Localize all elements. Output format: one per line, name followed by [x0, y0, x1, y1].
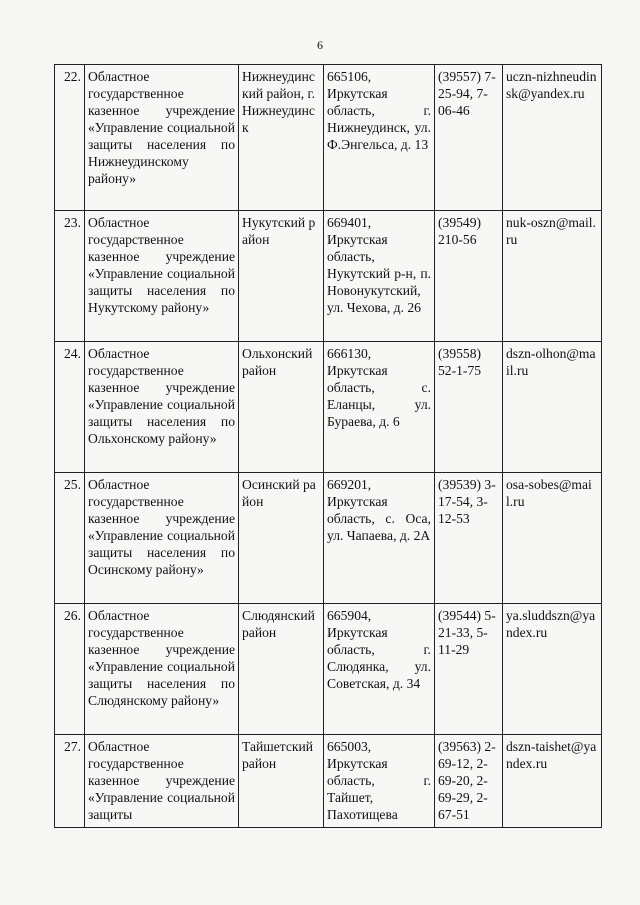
phone-numbers: (39563) 2-69-12, 2-69-20, 2-69-29, 2-67-51: [435, 735, 503, 828]
table-row: [55, 735, 602, 828]
postal-address: 669401, Иркутская область, Нукутский р-н, п. Новонукутский, ул. Чехова, д. 26: [324, 211, 435, 342]
district-name: Ольхонский район: [239, 342, 324, 473]
institution-name: Областное государственное казенное учреждение «Управление социальной защиты населения по Нукутскому району»: [85, 211, 239, 342]
row-number: 24.: [55, 342, 85, 473]
postal-address: 669201, Иркутская область, с. Оса, ул. Чапаева, д. 2А: [324, 473, 435, 604]
district-name: Осинский район: [239, 473, 324, 604]
email-address[interactable]: dszn-taishet@yandex.ru: [503, 735, 602, 828]
page-number: 6: [317, 38, 323, 52]
phone-numbers: (39558) 52-1-75: [435, 342, 503, 473]
district-name: Нукутский район: [239, 211, 324, 342]
phone-numbers: (39557) 7-25-94, 7-06-46: [435, 65, 503, 211]
email-address[interactable]: dszn-olhon@mail.ru: [503, 342, 602, 473]
row-number: 27.: [55, 735, 85, 828]
institutions-table: [54, 64, 602, 828]
phone-numbers: (39549) 210-56: [435, 211, 503, 342]
institution-name: Областное государственное казенное учреждение «Управление социальной защиты населения по Нижнеудинскому району»: [85, 65, 239, 211]
district-name: Нижнеудинский район, г. Нижнеудинск: [239, 65, 324, 211]
table-row: [55, 604, 602, 735]
postal-address: 665106, Иркутская область, г. Нижнеудинск, ул. Ф.Энгельса, д. 13: [324, 65, 435, 211]
email-address[interactable]: ya.sluddszn@yandex.ru: [503, 604, 602, 735]
email-address[interactable]: nuk-oszn@mail.ru: [503, 211, 602, 342]
district-name: Тайшетский район: [239, 735, 324, 828]
row-number: 23.: [55, 211, 85, 342]
district-name: Слюдянский район: [239, 604, 324, 735]
postal-address: 665003, Иркутская область, г. Тайшет, Пахотищева: [324, 735, 435, 828]
postal-address: 666130, Иркутская область, с. Еланцы, ул. Бураева, д. 6: [324, 342, 435, 473]
email-address[interactable]: uczn-nizhneudinsk@yandex.ru: [503, 65, 602, 211]
institution-name: Областное государственное казенное учреждение «Управление социальной защиты населения по Ольхонскому району»: [85, 342, 239, 473]
table-row: [55, 342, 602, 473]
institution-name: Областное государственное казенное учреждение «Управление социальной защиты: [85, 735, 239, 828]
postal-address: 665904, Иркутская область, г. Слюдянка, ул. Советская, д. 34: [324, 604, 435, 735]
table-row: [55, 211, 602, 342]
institution-name: Областное государственное казенное учреждение «Управление социальной защиты населения по Осинскому району»: [85, 473, 239, 604]
phone-numbers: (39539) 3-17-54, 3-12-53: [435, 473, 503, 604]
table-row: [55, 473, 602, 604]
email-address[interactable]: osa-sobes@mail.ru: [503, 473, 602, 604]
table-row: [55, 65, 602, 211]
institution-name: Областное государственное казенное учреждение «Управление социальной защиты населения по Слюдянскому району»: [85, 604, 239, 735]
row-number: 25.: [55, 473, 85, 604]
row-number: 22.: [55, 65, 85, 211]
phone-numbers: (39544) 5-21-33, 5-11-29: [435, 604, 503, 735]
row-number: 26.: [55, 604, 85, 735]
